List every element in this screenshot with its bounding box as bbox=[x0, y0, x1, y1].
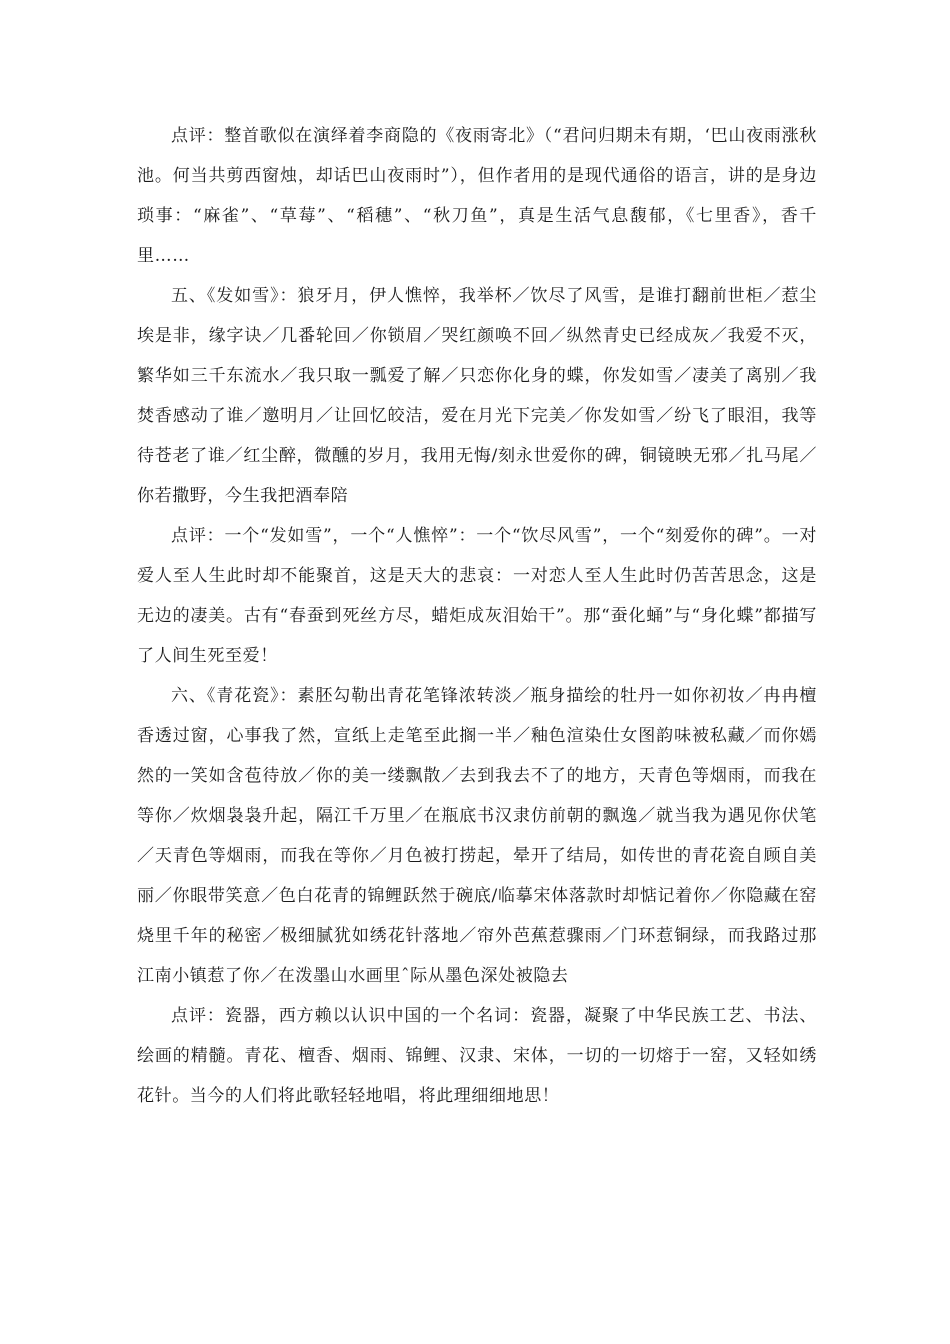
paragraph-lyrics-faruxue: 五、《发如雪》：狼牙月，伊人憔悴，我举杯／饮尽了风雪，是谁打翻前世柜／惹尘埃是非，缘字诀／几番轮回／你锁眉／哭红颜唤不回／纵然青史已经成灰／我爱不灭，繁华如三千东流水／我只取一瓢爱了解／只恋你化身的蝶，你发如雪／凄美了离别／我焚香感动了谁／邀明月／让回忆皎洁，爱在月光下完美／你发如雪／纷飞了眼泪，我等待苍老了谁／红尘醉，微醺的岁月，我用无悔/刻永世爱你的碑，铜镜映无邪／扎马尾／你若撒野，今生我把酒奉陪 bbox=[137, 286, 817, 506]
paragraph-commentary-qinghuaci: 点评：瓷器，西方赖以认识中国的一个名词：瓷器，凝聚了中华民族工艺、书法、绘画的精髓。青花、檀香、烟雨、锦鲤、汉隶、宋体，一切的一切熔于一窑，又轻如绣花针。当今的人们将此歌轻轻地唱，将此理细细地思！ bbox=[137, 1006, 817, 1106]
paragraph-commentary-faruxue: 点评：一个“发如雪”，一个“人憔悴”：一个“饮尽风雪”，一个“刻爱你的碑”。一对爱人至人生此时却不能聚首，这是天大的悲哀：一对恋人至人生此时仍苦苦思念，这是无边的凄美。古有“春蚕到死丝方尽，蜡炬成灰泪始干”。那“蚕化蛹”与“身化蝶”都描写了人间生死至爱！ bbox=[137, 526, 817, 666]
paragraph-commentary-qilixiang: 点评：整首歌似在演绎着李商隐的《夜雨寄北》（“君问归期未有期，‘巴山夜雨涨秋池。何当共剪西窗烛，却话巴山夜雨时”），但作者用的是现代通俗的语言，讲的是身边琐事：“麻雀”、“草莓”、“稻穗”、“秋刀鱼”，真是生活气息馥郁，《七里香》，香千里…… bbox=[137, 126, 817, 266]
document-body bbox=[137, 116, 817, 1116]
paragraph-lyrics-qinghuaci: 六、《青花瓷》：素胚勾勒出青花笔锋浓转淡／瓶身描绘的牡丹一如你初妆／冉冉檀香透过窗，心事我了然，宣纸上走笔至此搁一半／釉色渲染仕女图韵味被私藏／而你嫣然的一笑如含苞待放／你的美一缕飘散／去到我去不了的地方，天青色等烟雨，而我在等你／炊烟袅袅升起，隔江千万里／在瓶底书汉隶仿前朝的飘逸／就当我为遇见你伏笔／天青色等烟雨，而我在等你／月色被打捞起，晕开了结局，如传世的青花瓷自顾自美丽／你眼带笑意／色白花青的锦鲤跃然于碗底/临摹宋体落款时却惦记着你／你隐藏在窑烧里千年的秘密／极细腻犹如绣花针落地／帘外芭蕉惹骤雨／门环惹铜绿，而我路过那江南小镇惹了你／在泼墨山水画里ˆ际从墨色深处被隐去 bbox=[137, 686, 817, 986]
